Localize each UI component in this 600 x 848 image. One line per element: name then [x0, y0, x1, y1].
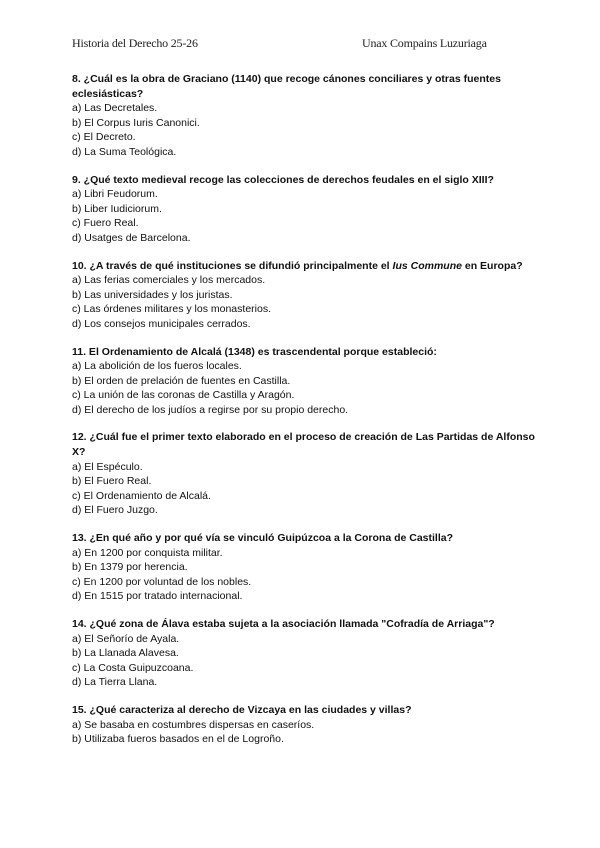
question-title: 11. El Ordenamiento de Alcalá (1348) es trascendental porque estableció: [72, 345, 437, 358]
option-d: d) Los consejos municipales cerrados. [72, 317, 251, 330]
option-a: a) El Señorío de Ayala. [72, 632, 180, 645]
option-c: c) La unión de las coronas de Castilla y Aragón. [72, 389, 295, 402]
option-a: a) Las ferias comerciales y los mercados. [72, 274, 266, 287]
option-b: b) Utilizaba fueros basados en el de Logroño. [72, 733, 284, 746]
option-c: c) En 1200 por voluntad de los nobles. [72, 575, 252, 588]
question-title: 9. ¿Qué texto medieval recoge las colecciones de derechos feudales en el siglo XIII? [72, 173, 494, 186]
header-author-name: Unax Compains Luzuriaga [362, 36, 487, 50]
option-d: d) El derecho de los judíos a regirse por su propio derecho. [72, 403, 349, 416]
question-11 [72, 345, 542, 418]
question-title: 15. ¿Qué caracteriza al derecho de Vizcaya en las ciudades y villas? [72, 703, 412, 716]
question-12 [72, 430, 542, 518]
option-b: b) En 1379 por herencia. [72, 561, 188, 574]
option-a: a) En 1200 por conquista militar. [72, 546, 223, 559]
question-15 [72, 703, 542, 747]
option-c: c) El Ordenamiento de Alcalá. [72, 489, 211, 502]
option-a: a) El Espéculo. [72, 460, 143, 473]
option-a: a) Libri Feudorum. [72, 188, 158, 201]
option-b: b) El Corpus Iuris Canonici. [72, 116, 200, 129]
option-d: d) El Fuero Juzgo. [72, 504, 158, 517]
option-b: b) Liber Iudiciorum. [72, 202, 162, 215]
question-title-end: en Europa? [461, 259, 523, 272]
header-course-title: Historia del Derecho 25-26 [72, 36, 198, 50]
question-title: 8. ¿Cuál es la obra de Graciano (1140) que recoge cánones conciliares y otras fuentes eclesiásticas? [72, 73, 501, 100]
question-title: 12. ¿Cuál fue el primer texto elaborado en el proceso de creación de Las Partidas de Alfonso X? [72, 431, 535, 459]
question-title-start: 10. ¿A través de qué instituciones se difundió principalmente el [72, 259, 393, 272]
option-c: c) El Decreto. [72, 131, 136, 144]
question-14 [72, 617, 542, 690]
question-title-emphasis: Ius Commune [392, 259, 462, 272]
question-10 [72, 259, 542, 332]
page-header [72, 36, 500, 54]
question-title: 14. ¿Qué zona de Álava estaba sujeta a la asociación llamada "Cofradía de Arriaga"? [72, 618, 495, 630]
question-list [72, 72, 542, 760]
option-d: d) En 1515 por tratado internacional. [72, 590, 243, 603]
question-13 [72, 531, 542, 604]
option-d: d) La Suma Teológica. [72, 145, 177, 158]
option-d: d) Usatges de Barcelona. [72, 231, 191, 244]
option-b: b) El orden de prelación de fuentes en Castilla. [72, 374, 291, 387]
option-b: b) La Llanada Alavesa. [72, 647, 179, 660]
option-b: b) El Fuero Real. [72, 475, 152, 488]
question-title: 13. ¿En qué año y por qué vía se vinculó Guipúzcoa a la Corona de Castilla? [72, 532, 454, 545]
option-a: a) Las Decretales. [72, 102, 158, 115]
option-a: a) Se basaba en costumbres dispersas en caseríos. [72, 718, 315, 731]
option-c: c) La Costa Guipuzcoana. [72, 661, 194, 674]
option-c: c) Las órdenes militares y los monasterios. [72, 303, 271, 316]
question-title [72, 259, 542, 274]
option-d: d) La Tierra Llana. [72, 676, 158, 689]
question-8 [72, 72, 542, 160]
option-c: c) Fuero Real. [72, 217, 139, 230]
option-a: a) La abolición de los fueros locales. [72, 360, 242, 373]
question-9 [72, 173, 542, 246]
option-b: b) Las universidades y los juristas. [72, 288, 233, 301]
